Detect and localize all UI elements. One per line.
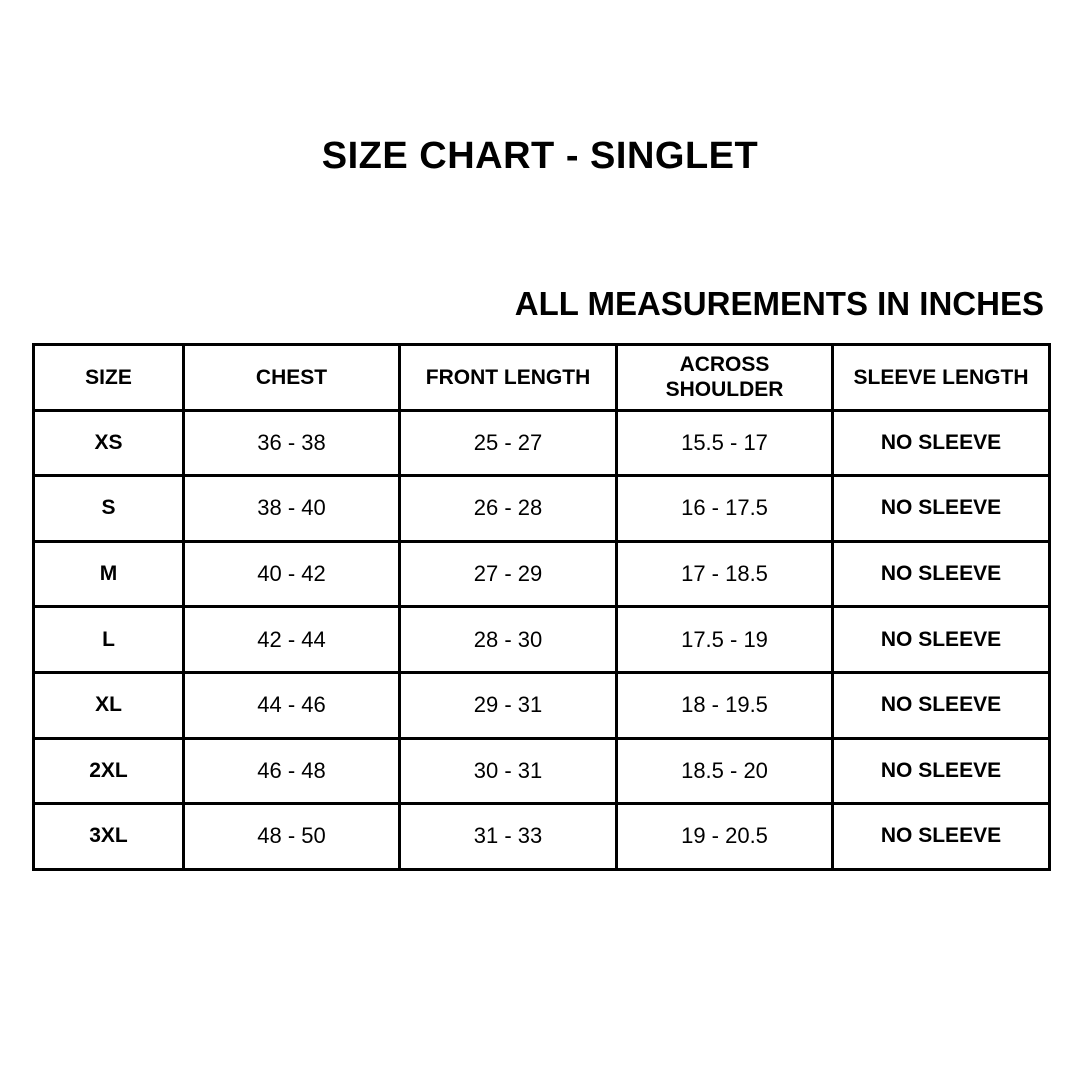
across-shoulder-cell: 16 - 17.5 (617, 476, 833, 542)
size-cell: 2XL (34, 738, 184, 804)
size-cell: 3XL (34, 804, 184, 870)
sleeve-length-cell: NO SLEEVE (833, 410, 1050, 476)
chest-cell: 40 - 42 (184, 541, 400, 607)
header-across-shoulder-line-2: SHOULDER (665, 378, 784, 402)
table-row (34, 672, 1050, 738)
table-header-row (34, 345, 1050, 411)
header-size: SIZE (34, 345, 184, 411)
front-length-cell: 30 - 31 (400, 738, 617, 804)
size-cell: L (34, 607, 184, 673)
front-length-cell: 25 - 27 (400, 410, 617, 476)
front-length-cell: 29 - 31 (400, 672, 617, 738)
header-across-shoulder (617, 345, 833, 411)
units-note: ALL MEASUREMENTS IN INCHES (514, 285, 1044, 322)
table-row (34, 410, 1050, 476)
sleeve-length-cell: NO SLEEVE (833, 672, 1050, 738)
across-shoulder-cell: 18.5 - 20 (617, 738, 833, 804)
table-row (34, 804, 1050, 870)
front-length-cell: 27 - 29 (400, 541, 617, 607)
header-across-shoulder-line-1: ACROSS (679, 353, 770, 377)
sleeve-length-cell: NO SLEEVE (833, 541, 1050, 607)
chest-cell: 46 - 48 (184, 738, 400, 804)
table-row (34, 738, 1050, 804)
sleeve-length-cell: NO SLEEVE (833, 738, 1050, 804)
table-row (34, 541, 1050, 607)
chest-cell: 44 - 46 (184, 672, 400, 738)
table-row (34, 476, 1050, 542)
chest-cell: 38 - 40 (184, 476, 400, 542)
sleeve-length-cell: NO SLEEVE (833, 476, 1050, 542)
across-shoulder-cell: 17 - 18.5 (617, 541, 833, 607)
across-shoulder-cell: 15.5 - 17 (617, 410, 833, 476)
across-shoulder-cell: 17.5 - 19 (617, 607, 833, 673)
size-cell: S (34, 476, 184, 542)
across-shoulder-cell: 19 - 20.5 (617, 804, 833, 870)
header-sleeve-length: SLEEVE LENGTH (833, 345, 1050, 411)
header-chest: CHEST (184, 345, 400, 411)
sleeve-length-cell: NO SLEEVE (833, 804, 1050, 870)
header-front-length: FRONT LENGTH (400, 345, 617, 411)
sleeve-length-cell: NO SLEEVE (833, 607, 1050, 673)
chest-cell: 36 - 38 (184, 410, 400, 476)
across-shoulder-cell: 18 - 19.5 (617, 672, 833, 738)
chest-cell: 42 - 44 (184, 607, 400, 673)
front-length-cell: 28 - 30 (400, 607, 617, 673)
front-length-cell: 26 - 28 (400, 476, 617, 542)
front-length-cell: 31 - 33 (400, 804, 617, 870)
size-chart-table (32, 343, 1051, 871)
size-cell: XL (34, 672, 184, 738)
size-cell: XS (34, 410, 184, 476)
page-title: SIZE CHART - SINGLET (321, 135, 759, 177)
size-cell: M (34, 541, 184, 607)
chest-cell: 48 - 50 (184, 804, 400, 870)
table-row (34, 607, 1050, 673)
